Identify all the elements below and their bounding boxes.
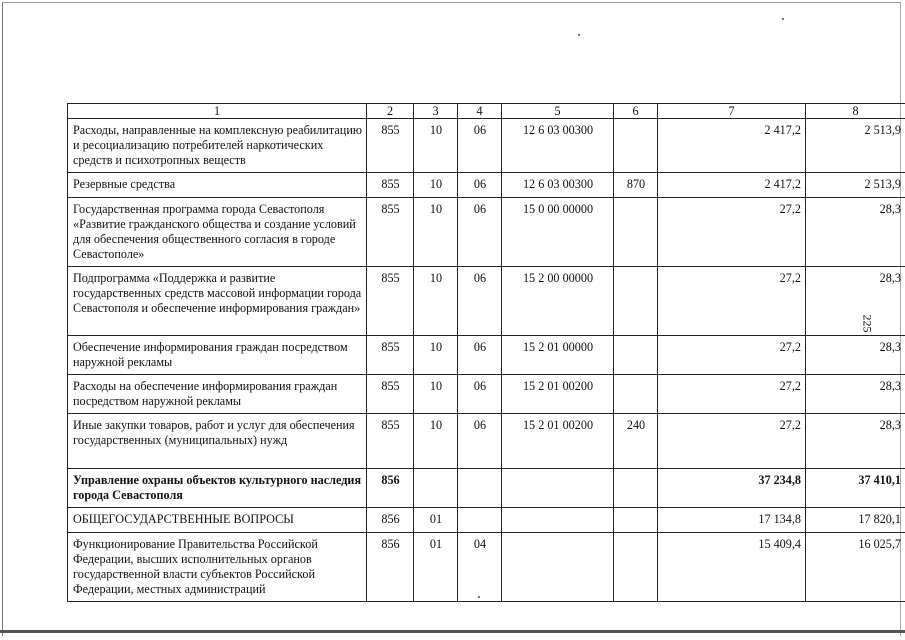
- cell-section: 10: [414, 375, 458, 414]
- table-row: [68, 336, 905, 375]
- cell-admin-code: 855: [367, 336, 414, 375]
- header-col-5: 5: [502, 104, 614, 119]
- header-col-8: 8: [806, 104, 905, 119]
- cell-target-article: 12 6 03 00300: [502, 119, 614, 173]
- cell-expense-type: [614, 508, 658, 533]
- cell-expense-type: [614, 533, 658, 602]
- cell-section: 01: [414, 533, 458, 602]
- cell-expense-type: [614, 375, 658, 414]
- cell-expense-type: [614, 267, 658, 336]
- scan-speck: [578, 34, 580, 36]
- table-row: [68, 119, 905, 173]
- cell-subsection: 06: [458, 267, 502, 336]
- cell-admin-code: 856: [367, 508, 414, 533]
- cell-subsection: 06: [458, 198, 502, 267]
- cell-target-article: 15 2 00 00000: [502, 267, 614, 336]
- table-body: [68, 119, 905, 602]
- cell-admin-code: 855: [367, 267, 414, 336]
- table-row: [68, 414, 905, 469]
- table-row: [68, 267, 905, 336]
- cell-subsection: [458, 508, 502, 533]
- header-col-2: 2: [367, 104, 414, 119]
- cell-section: 10: [414, 119, 458, 173]
- cell-amount-year-1: 2 417,2: [658, 119, 806, 173]
- cell-target-article: [502, 508, 614, 533]
- cell-target-article: 15 0 00 00000: [502, 198, 614, 267]
- cell-amount-year-2: 17 820,1: [806, 508, 905, 533]
- cell-admin-code: 856: [367, 533, 414, 602]
- table-row: [68, 533, 905, 602]
- cell-amount-year-1: 15 409,4: [658, 533, 806, 602]
- cell-amount-year-1: 27,2: [658, 198, 806, 267]
- cell-amount-year-2: 16 025,7: [806, 533, 905, 602]
- table-row: [68, 508, 905, 533]
- cell-admin-code: 855: [367, 375, 414, 414]
- cell-subsection: 06: [458, 414, 502, 469]
- cell-target-article: 12 6 03 00300: [502, 173, 614, 198]
- cell-section: [414, 469, 458, 508]
- row-name: Расходы на обеспечение информирования граждан посредством наружной рекламы: [68, 375, 367, 414]
- cell-target-article: 15 2 01 00200: [502, 414, 614, 469]
- cell-amount-year-2: 28,3: [806, 414, 905, 469]
- cell-amount-year-1: 17 134,8: [658, 508, 806, 533]
- header-col-4: 4: [458, 104, 502, 119]
- header-col-3: 3: [414, 104, 458, 119]
- scan-edge-line: [0, 630, 905, 633]
- cell-amount-year-1: 27,2: [658, 267, 806, 336]
- cell-admin-code: 855: [367, 198, 414, 267]
- cell-section: 01: [414, 508, 458, 533]
- budget-table: [67, 103, 905, 602]
- cell-amount-year-2: 2 513,9: [806, 173, 905, 198]
- row-name: Государственная программа города Севастополя «Развитие гражданского общества и создание условий для обеспечения общественного согласия в городе Севастополе»: [68, 198, 367, 267]
- cell-amount-year-2: 28,3: [806, 198, 905, 267]
- row-name: Подпрограмма «Поддержка и развитие государственных средств массовой информации города Севастополя и обеспечение информирования граждан»: [68, 267, 367, 336]
- cell-subsection: 06: [458, 173, 502, 198]
- cell-target-article: [502, 469, 614, 508]
- cell-target-article: 15 2 01 00000: [502, 336, 614, 375]
- cell-expense-type: [614, 469, 658, 508]
- header-col-6: 6: [614, 104, 658, 119]
- cell-expense-type: [614, 336, 658, 375]
- cell-amount-year-2: 2 513,9: [806, 119, 905, 173]
- row-name: Функционирование Правительства Российской Федерации, высших исполнительных органов государственной власти субъектов Российской Федерации, местных администраций: [68, 533, 367, 602]
- cell-subsection: 04: [458, 533, 502, 602]
- header-col-1: 1: [68, 104, 367, 119]
- table-row: [68, 173, 905, 198]
- cell-amount-year-2: 37 410,1: [806, 469, 905, 508]
- cell-section: 10: [414, 198, 458, 267]
- cell-section: 10: [414, 173, 458, 198]
- cell-amount-year-1: 27,2: [658, 375, 806, 414]
- cell-target-article: [502, 533, 614, 602]
- page-number: 225: [860, 314, 875, 333]
- cell-expense-type: 240: [614, 414, 658, 469]
- cell-subsection: 06: [458, 375, 502, 414]
- table-row: [68, 375, 905, 414]
- cell-amount-year-1: 27,2: [658, 336, 806, 375]
- row-name: Управление охраны объектов культурного наследия города Севастополя: [68, 469, 367, 508]
- table-row: [68, 469, 905, 508]
- cell-admin-code: 855: [367, 119, 414, 173]
- cell-amount-year-1: 27,2: [658, 414, 806, 469]
- cell-admin-code: 855: [367, 173, 414, 198]
- cell-amount-year-2: 28,3: [806, 267, 905, 336]
- cell-amount-year-1: 2 417,2: [658, 173, 806, 198]
- cell-section: 10: [414, 267, 458, 336]
- scan-speck: [782, 18, 784, 20]
- table-header-row: [68, 104, 905, 119]
- cell-target-article: 15 2 01 00200: [502, 375, 614, 414]
- cell-expense-type: [614, 119, 658, 173]
- row-name: Обеспечение информирования граждан посредством наружной рекламы: [68, 336, 367, 375]
- table-row: [68, 198, 905, 267]
- row-name: Иные закупки товаров, работ и услуг для обеспечения государственных (муниципальных) нужд: [68, 414, 367, 469]
- cell-subsection: 06: [458, 336, 502, 375]
- row-name: Расходы, направленные на комплексную реабилитацию и ресоциализацию потребителей наркотических средств и психотропных веществ: [68, 119, 367, 173]
- row-name: ОБЩЕГОСУДАРСТВЕННЫЕ ВОПРОСЫ: [68, 508, 367, 533]
- row-name: Резервные средства: [68, 173, 367, 198]
- cell-admin-code: 855: [367, 414, 414, 469]
- cell-amount-year-2: 28,3: [806, 375, 905, 414]
- cell-section: 10: [414, 414, 458, 469]
- cell-section: 10: [414, 336, 458, 375]
- cell-expense-type: 870: [614, 173, 658, 198]
- header-col-7: 7: [658, 104, 806, 119]
- cell-amount-year-2: 28,3: [806, 336, 905, 375]
- cell-admin-code: 856: [367, 469, 414, 508]
- cell-subsection: 06: [458, 119, 502, 173]
- cell-subsection: [458, 469, 502, 508]
- cell-expense-type: [614, 198, 658, 267]
- cell-amount-year-1: 37 234,8: [658, 469, 806, 508]
